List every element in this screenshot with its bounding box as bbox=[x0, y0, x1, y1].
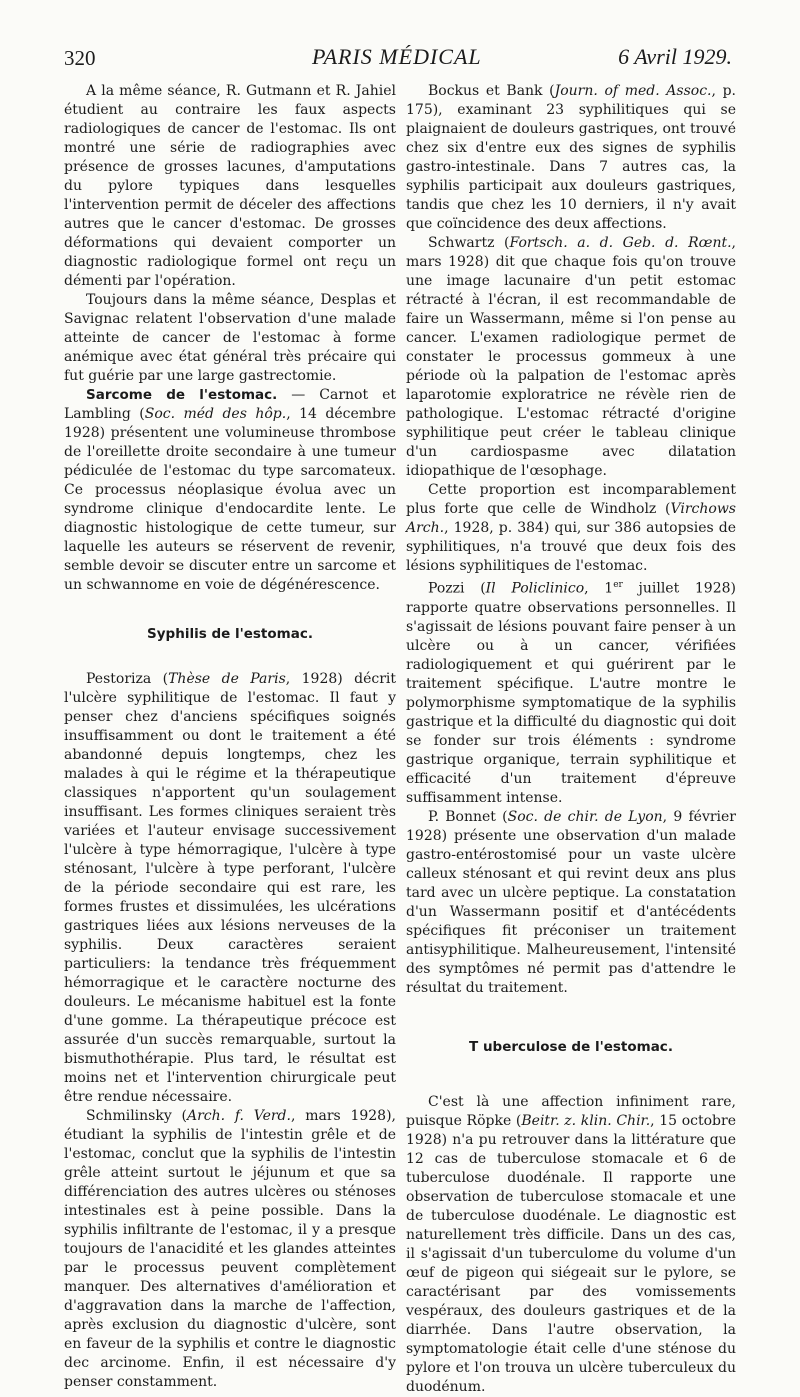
left-column bbox=[64, 82, 396, 1392]
citation: Soc. méd des hôp. bbox=[144, 406, 287, 422]
citation: Thèse de Paris bbox=[168, 671, 286, 687]
paragraph: Toujours dans la même séance, Desplas et Savignac relatent l'observation d'une malade atteinte de cancer de l'estomac à forme anémique avec état général très précaire qui fut guérie par une large gastrectomie. bbox=[64, 292, 396, 384]
journal-title: PARIS MÉDICAL bbox=[312, 44, 482, 69]
citation: Fortsch. a. d. Geb. d. Rœnt. bbox=[509, 235, 732, 251]
paragraph: Schmilinsky (Arch. f. Verd., mars 1928), étudiant la syphilis de l'intestin grêle et de l'estomac, conclut que la syphilis de l'intestin grêle atteint surtout le jéjunum et que sa différenciation des autres ulcères ou sténoses intestinales est à peine possible. Dans la syphilis infiltrante de l'estomac, il y a presque toujours de l'anacidité et les glandes atteintes par le processus peuvent complètement manquer. Des alternatives d'amélioration et d'aggravation dans la marche de l'affection, après exclusion du diagnostic d'ulcère, sont en faveur de la syphilis et contre le diagnostic dec arcinome. Enfin, il est nécessaire d'y penser constamment. bbox=[64, 1108, 397, 1390]
issue-date: 6 Avril 1929. bbox=[618, 44, 732, 69]
paragraph: Pozzi (Il Policlinico, 1er juillet 1928) rapporte quatre observations personnelles. Il s'agissait de lésions pouvant faire penser à un ulcère ou à un cancer, vérifiées radiologiquement et qui guérirent par le traitement spécifique. L'autre montre le polymorphisme symptomatique de la syphilis gastrique et la difficulté du diagnostic qui doit se fonder sur trois éléments : syndrome gastrique organique, terrain syphilitique et efficacité d'un traitement d'épreuve suffisamment intense. bbox=[406, 580, 736, 806]
paragraph: Schwartz (Fortsch. a. d. Geb. d. Rœnt., mars 1928) dit que chaque fois qu'on trouve une image lacunaire d'un petit estomac rétracté à l'écran, il est recommandable de faire un Wassermann, même si l'on pense au cancer. L'examen radiologique permet de constater le processus gommeux à une période où la palpation de l'estomac après laparotomie exploratrice ne révèle rien de pathologique. L'estomac rétracté d'origine syphilitique peut créer le tableau clinique d'un cardiospasme avec dilatation idiopathique de l'œsophage. bbox=[406, 235, 736, 479]
paragraph: C'est là une affection infiniment rare, puisque Röpke (Beitr. z. klin. Chir., 15 octobre 1928) n'a pu retrouver dans la littérature que 12 cas de tuberculose stomacale et 6 de tuberculose duodénale. Il rapporte une observation de tuberculose stomacale et une de tuberculose duodénale. Le diagnostic est naturellement très difficile. Dans un des cas, il s'agissait d'un tuberculome du volume d'un œuf de pigeon qui siégeait sur le pylore, se caractérisant par des vomissements vespéraux, des douleurs gastriques et de la diarrhée. Dans l'autre observation, la symptomatologie était celle d'une sténose du pylore et l'on trouva un ulcère tuberculeux du duodénum. bbox=[406, 1093, 736, 1395]
citation: Arch. f. Verd. bbox=[186, 1108, 291, 1124]
page-header bbox=[64, 44, 732, 78]
section-heading: T uberculose de l'estomac. bbox=[469, 1038, 673, 1055]
paragraph: P. Bonnet (Soc. de chir. de Lyon, 9 février 1928) présente une observation d'un malade gastro-entérostomisé pour un vaste ulcère calleux sténosant et qui revint deux ans plus tard avec un ulcère peptique. La constatation d'un Wassermann positif et d'antécédents spécifiques fit préconiser un traitement antisyphilitique. Malheureusement, l'intensité des symptômes né permit pas d'attendre le résultat du traitement. bbox=[406, 808, 737, 996]
citation: Soc. de chir. de Lyon bbox=[507, 808, 663, 825]
paragraph: Bockus et Bank (Journ. of med. Assoc., p. 175), examinant 23 syphilitiques qui se plaignaient de douleurs gastriques, ont trouvé chez six d'entre eux des signes de syphilis gastro-intestinale. Dans 7 autres cas, la syphilis participait aux douleurs gastriques, tandis que chez les 10 derniers, il n'y avait que coïncidence des deux affections. bbox=[406, 83, 736, 232]
citation: Virchows Arch. bbox=[406, 501, 736, 536]
citation: Journ. of med. Assoc. bbox=[554, 83, 712, 99]
paragraph: Sarcome de l'estomac. — Carnot et Lambling (Soc. méd des hôp., 14 décembre 1928) présentent une volumineuse thrombose de l'oreillette droite secondaire à une tumeur pédiculée de l'estomac du type sarcomateux. Ce processus néoplasique évolua avec un syndrome clinique d'endocardite lente. Le diagnostic histologique de cette tumeur, sur laquelle les auteurs se réservent de revenir, semble devoir se discuter entre un sarcome et un schwannome en voie de dégénérescence. bbox=[64, 387, 396, 593]
page-number: 320 bbox=[64, 46, 96, 70]
citation: Il Policlinico bbox=[485, 580, 585, 597]
paragraph: Cette proportion est incomparablement plus forte que celle de Windholz (Virchows Arch., 1928, p. 384) qui, sur 386 autopsies de syphilitiques, n'a trouvé que deux fois des lésions syphilitiques de l'estomac. bbox=[406, 482, 736, 574]
section-heading: Syphilis de l'estomac. bbox=[147, 626, 313, 642]
paragraph: Pestoriza (Thèse de Paris, 1928) décrit l'ulcère syphilitique de l'estomac. Il faut y penser chez d'anciens spécifiques soignés insuffisamment ou dont le traitement a été abandonné depuis longtemps, chez les malades à qui le régime et la thérapeutique classiques n'apportent qu'un soulagement insuffisant. Les formes cliniques seraient très variées et l'auteur envisage successivement l'ulcère à type hémorragique, l'ulcère à type sténosant, l'ulcère à type perforant, l'ulcère de la période secondaire qui est rare, les formes frustes et dissimulées, les ulcérations gastriques liées aux lésions nerveuses de la syphilis. Deux caractères seraient particuliers: la tendance très fréquemment hémorragique et le caractère nocturne des douleurs. Le mécanisme habituel est la fonte d'une gomme. La thérapeutique précoce est assurée d'un succès remarquable, surtout la bismuthothérapie. Plus tard, le résultat est moins net et l'intervention chirurgicale peut être rendue nécessaire. bbox=[64, 671, 397, 1105]
right-column bbox=[406, 82, 736, 1397]
paragraph: A la même séance, R. Gutmann et R. Jahiel étudient au contraire les faux aspects radiologiques de cancer de l'estomac. Ils ont montré une série de radiographies avec présence de grosses lacunes, d'amputations du pylore typiques dans lesquelles l'intervention permit de déceler des affections autres que le cancer d'estomac. De grosses déformations qui devaient comporter un diagnostic radiologique formel ont reçu un démenti par l'opération. bbox=[64, 83, 396, 289]
citation: Beitr. z. klin. Chir. bbox=[521, 1112, 651, 1129]
subsection-lead: Sarcome de l'estomac. bbox=[86, 387, 278, 403]
